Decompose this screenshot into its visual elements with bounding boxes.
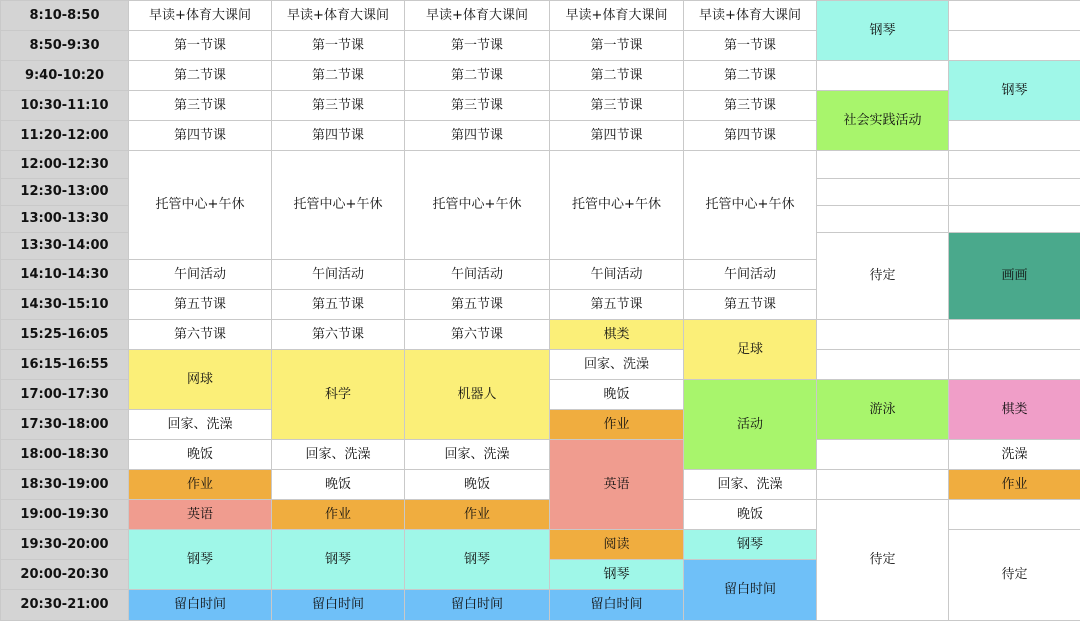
- schedule-activity-cell: 作业: [550, 410, 684, 440]
- schedule-empty-cell: [949, 320, 1080, 350]
- schedule-activity-cell: 早读+体育大课间: [684, 1, 817, 31]
- schedule-row: [1, 470, 1080, 500]
- schedule-empty-cell: [949, 1, 1080, 31]
- schedule-empty-cell: [817, 179, 949, 206]
- time-slot-label: 18:00-18:30: [1, 440, 129, 470]
- schedule-empty-cell: [949, 151, 1080, 179]
- schedule-row: [1, 350, 1080, 380]
- schedule-row: [1, 440, 1080, 470]
- schedule-empty-cell: [949, 121, 1080, 151]
- schedule-activity-cell: 第三节课: [684, 91, 817, 121]
- schedule-activity-cell: 晚饭: [405, 470, 550, 500]
- schedule-empty-cell: [817, 350, 949, 380]
- schedule-activity-cell: 第二节课: [405, 61, 550, 91]
- schedule-activity-cell: 第一节课: [129, 31, 272, 61]
- schedule-activity-cell: 第一节课: [405, 31, 550, 61]
- time-slot-label: 20:00-20:30: [1, 560, 129, 590]
- schedule-row: [1, 1, 1080, 31]
- schedule-activity-cell: 午间活动: [405, 260, 550, 290]
- schedule-activity-cell: 早读+体育大课间: [272, 1, 405, 31]
- schedule-activity-cell: 第三节课: [272, 91, 405, 121]
- time-slot-label: 9:40-10:20: [1, 61, 129, 91]
- schedule-row: [1, 151, 1080, 179]
- schedule-activity-cell: 留白时间: [272, 590, 405, 621]
- schedule-activity-cell: 钢琴: [949, 61, 1080, 121]
- schedule-activity-cell: 社会实践活动: [817, 91, 949, 151]
- schedule-row: [1, 500, 1080, 530]
- schedule-activity-cell: 托管中心+午休: [129, 151, 272, 260]
- schedule-activity-cell: 午间活动: [684, 260, 817, 290]
- schedule-body: [1, 1, 1080, 621]
- schedule-empty-cell: [949, 31, 1080, 61]
- schedule-activity-cell: 第二节课: [129, 61, 272, 91]
- schedule-empty-cell: [817, 440, 949, 470]
- schedule-activity-cell: 早读+体育大课间: [405, 1, 550, 31]
- schedule-activity-cell: 回家、洗澡: [129, 410, 272, 440]
- schedule-activity-cell: 活动: [684, 380, 817, 470]
- schedule-activity-cell: 托管中心+午休: [684, 151, 817, 260]
- time-slot-label: 17:00-17:30: [1, 380, 129, 410]
- schedule-activity-cell: 机器人: [405, 350, 550, 440]
- schedule-activity-cell: 第三节课: [129, 91, 272, 121]
- time-slot-label: 13:30-14:00: [1, 233, 129, 260]
- schedule-activity-cell: 第三节课: [550, 91, 684, 121]
- schedule-activity-cell: 第二节课: [684, 61, 817, 91]
- schedule-empty-cell: [949, 350, 1080, 380]
- schedule-activity-cell: 第一节课: [272, 31, 405, 61]
- time-slot-label: 12:00-12:30: [1, 151, 129, 179]
- schedule-activity-cell: 早读+体育大课间: [129, 1, 272, 31]
- schedule-activity-cell: 第六节课: [272, 320, 405, 350]
- schedule-activity-cell: 晚饭: [129, 440, 272, 470]
- schedule-activity-cell: 钢琴: [405, 530, 550, 590]
- schedule-empty-cell: [949, 500, 1080, 530]
- schedule-activity-cell: 钢琴: [129, 530, 272, 590]
- schedule-activity-cell: 作业: [405, 500, 550, 530]
- schedule-activity-cell: 留白时间: [550, 590, 684, 621]
- time-slot-label: 18:30-19:00: [1, 470, 129, 500]
- schedule-activity-cell: 回家、洗澡: [550, 350, 684, 380]
- time-slot-label: 16:15-16:55: [1, 350, 129, 380]
- schedule-activity-cell: 第四节课: [684, 121, 817, 151]
- schedule-activity-cell: 英语: [129, 500, 272, 530]
- schedule-activity-cell: 科学: [272, 350, 405, 440]
- schedule-activity-cell: 第五节课: [129, 290, 272, 320]
- time-slot-label: 15:25-16:05: [1, 320, 129, 350]
- schedule-activity-cell: 棋类: [949, 380, 1080, 440]
- schedule-activity-cell: 英语: [550, 440, 684, 530]
- schedule-activity-cell: 留白时间: [684, 560, 817, 621]
- schedule-activity-cell: 待定: [817, 233, 949, 320]
- schedule-activity-cell: 待定: [949, 530, 1080, 621]
- schedule-activity-cell: 游泳: [817, 380, 949, 440]
- time-slot-label: 11:20-12:00: [1, 121, 129, 151]
- schedule-empty-cell: [949, 179, 1080, 206]
- schedule-activity-cell: 回家、洗澡: [684, 470, 817, 500]
- schedule-activity-cell: 晚饭: [684, 500, 817, 530]
- schedule-activity-cell: 钢琴: [272, 530, 405, 590]
- schedule-activity-cell: 第五节课: [550, 290, 684, 320]
- schedule-activity-cell: 第五节课: [272, 290, 405, 320]
- schedule-activity-cell: 钢琴: [550, 560, 684, 590]
- schedule-activity-cell: 第六节课: [129, 320, 272, 350]
- schedule-activity-cell: 钢琴: [684, 530, 817, 560]
- schedule-activity-cell: 晚饭: [272, 470, 405, 500]
- schedule-activity-cell: 待定: [817, 500, 949, 621]
- schedule-activity-cell: 第五节课: [405, 290, 550, 320]
- schedule-activity-cell: 托管中心+午休: [405, 151, 550, 260]
- time-slot-label: 14:30-15:10: [1, 290, 129, 320]
- schedule-activity-cell: 第五节课: [684, 290, 817, 320]
- schedule-activity-cell: 画画: [949, 233, 1080, 320]
- schedule-activity-cell: 托管中心+午休: [550, 151, 684, 260]
- schedule-activity-cell: 网球: [129, 350, 272, 410]
- schedule-activity-cell: 午间活动: [129, 260, 272, 290]
- schedule-row: [1, 320, 1080, 350]
- time-slot-label: 14:10-14:30: [1, 260, 129, 290]
- schedule-activity-cell: 第四节课: [405, 121, 550, 151]
- schedule-activity-cell: 留白时间: [129, 590, 272, 621]
- schedule-activity-cell: 洗澡: [949, 440, 1080, 470]
- schedule-activity-cell: 第四节课: [550, 121, 684, 151]
- schedule-activity-cell: 留白时间: [405, 590, 550, 621]
- schedule-activity-cell: 第二节课: [550, 61, 684, 91]
- schedule-empty-cell: [817, 206, 949, 233]
- schedule-empty-cell: [949, 206, 1080, 233]
- time-slot-label: 19:30-20:00: [1, 530, 129, 560]
- schedule-activity-cell: 第二节课: [272, 61, 405, 91]
- schedule-activity-cell: 棋类: [550, 320, 684, 350]
- schedule-activity-cell: 第四节课: [129, 121, 272, 151]
- schedule-activity-cell: 阅读: [550, 530, 684, 560]
- time-slot-label: 10:30-11:10: [1, 91, 129, 121]
- time-slot-label: 8:50-9:30: [1, 31, 129, 61]
- schedule-empty-cell: [817, 320, 949, 350]
- time-slot-label: 17:30-18:00: [1, 410, 129, 440]
- schedule-activity-cell: 回家、洗澡: [405, 440, 550, 470]
- schedule-activity-cell: 钢琴: [817, 1, 949, 61]
- schedule-activity-cell: 早读+体育大课间: [550, 1, 684, 31]
- time-slot-label: 12:30-13:00: [1, 179, 129, 206]
- schedule-row: [1, 61, 1080, 91]
- schedule-activity-cell: 托管中心+午休: [272, 151, 405, 260]
- schedule-activity-cell: 足球: [684, 320, 817, 380]
- schedule-activity-cell: 作业: [949, 470, 1080, 500]
- schedule-activity-cell: 晚饭: [550, 380, 684, 410]
- schedule-activity-cell: 第四节课: [272, 121, 405, 151]
- schedule-activity-cell: 作业: [272, 500, 405, 530]
- schedule-activity-cell: 第一节课: [684, 31, 817, 61]
- time-slot-label: 13:00-13:30: [1, 206, 129, 233]
- schedule-activity-cell: 第一节课: [550, 31, 684, 61]
- schedule-activity-cell: 回家、洗澡: [272, 440, 405, 470]
- schedule-empty-cell: [817, 151, 949, 179]
- schedule-empty-cell: [817, 61, 949, 91]
- schedule-activity-cell: 第三节课: [405, 91, 550, 121]
- schedule-activity-cell: 第六节课: [405, 320, 550, 350]
- schedule-activity-cell: 午间活动: [550, 260, 684, 290]
- time-slot-label: 8:10-8:50: [1, 1, 129, 31]
- schedule-activity-cell: 午间活动: [272, 260, 405, 290]
- time-slot-label: 19:00-19:30: [1, 500, 129, 530]
- schedule-activity-cell: 作业: [129, 470, 272, 500]
- schedule-empty-cell: [817, 470, 949, 500]
- schedule-row: [1, 91, 1080, 121]
- time-slot-label: 20:30-21:00: [1, 590, 129, 621]
